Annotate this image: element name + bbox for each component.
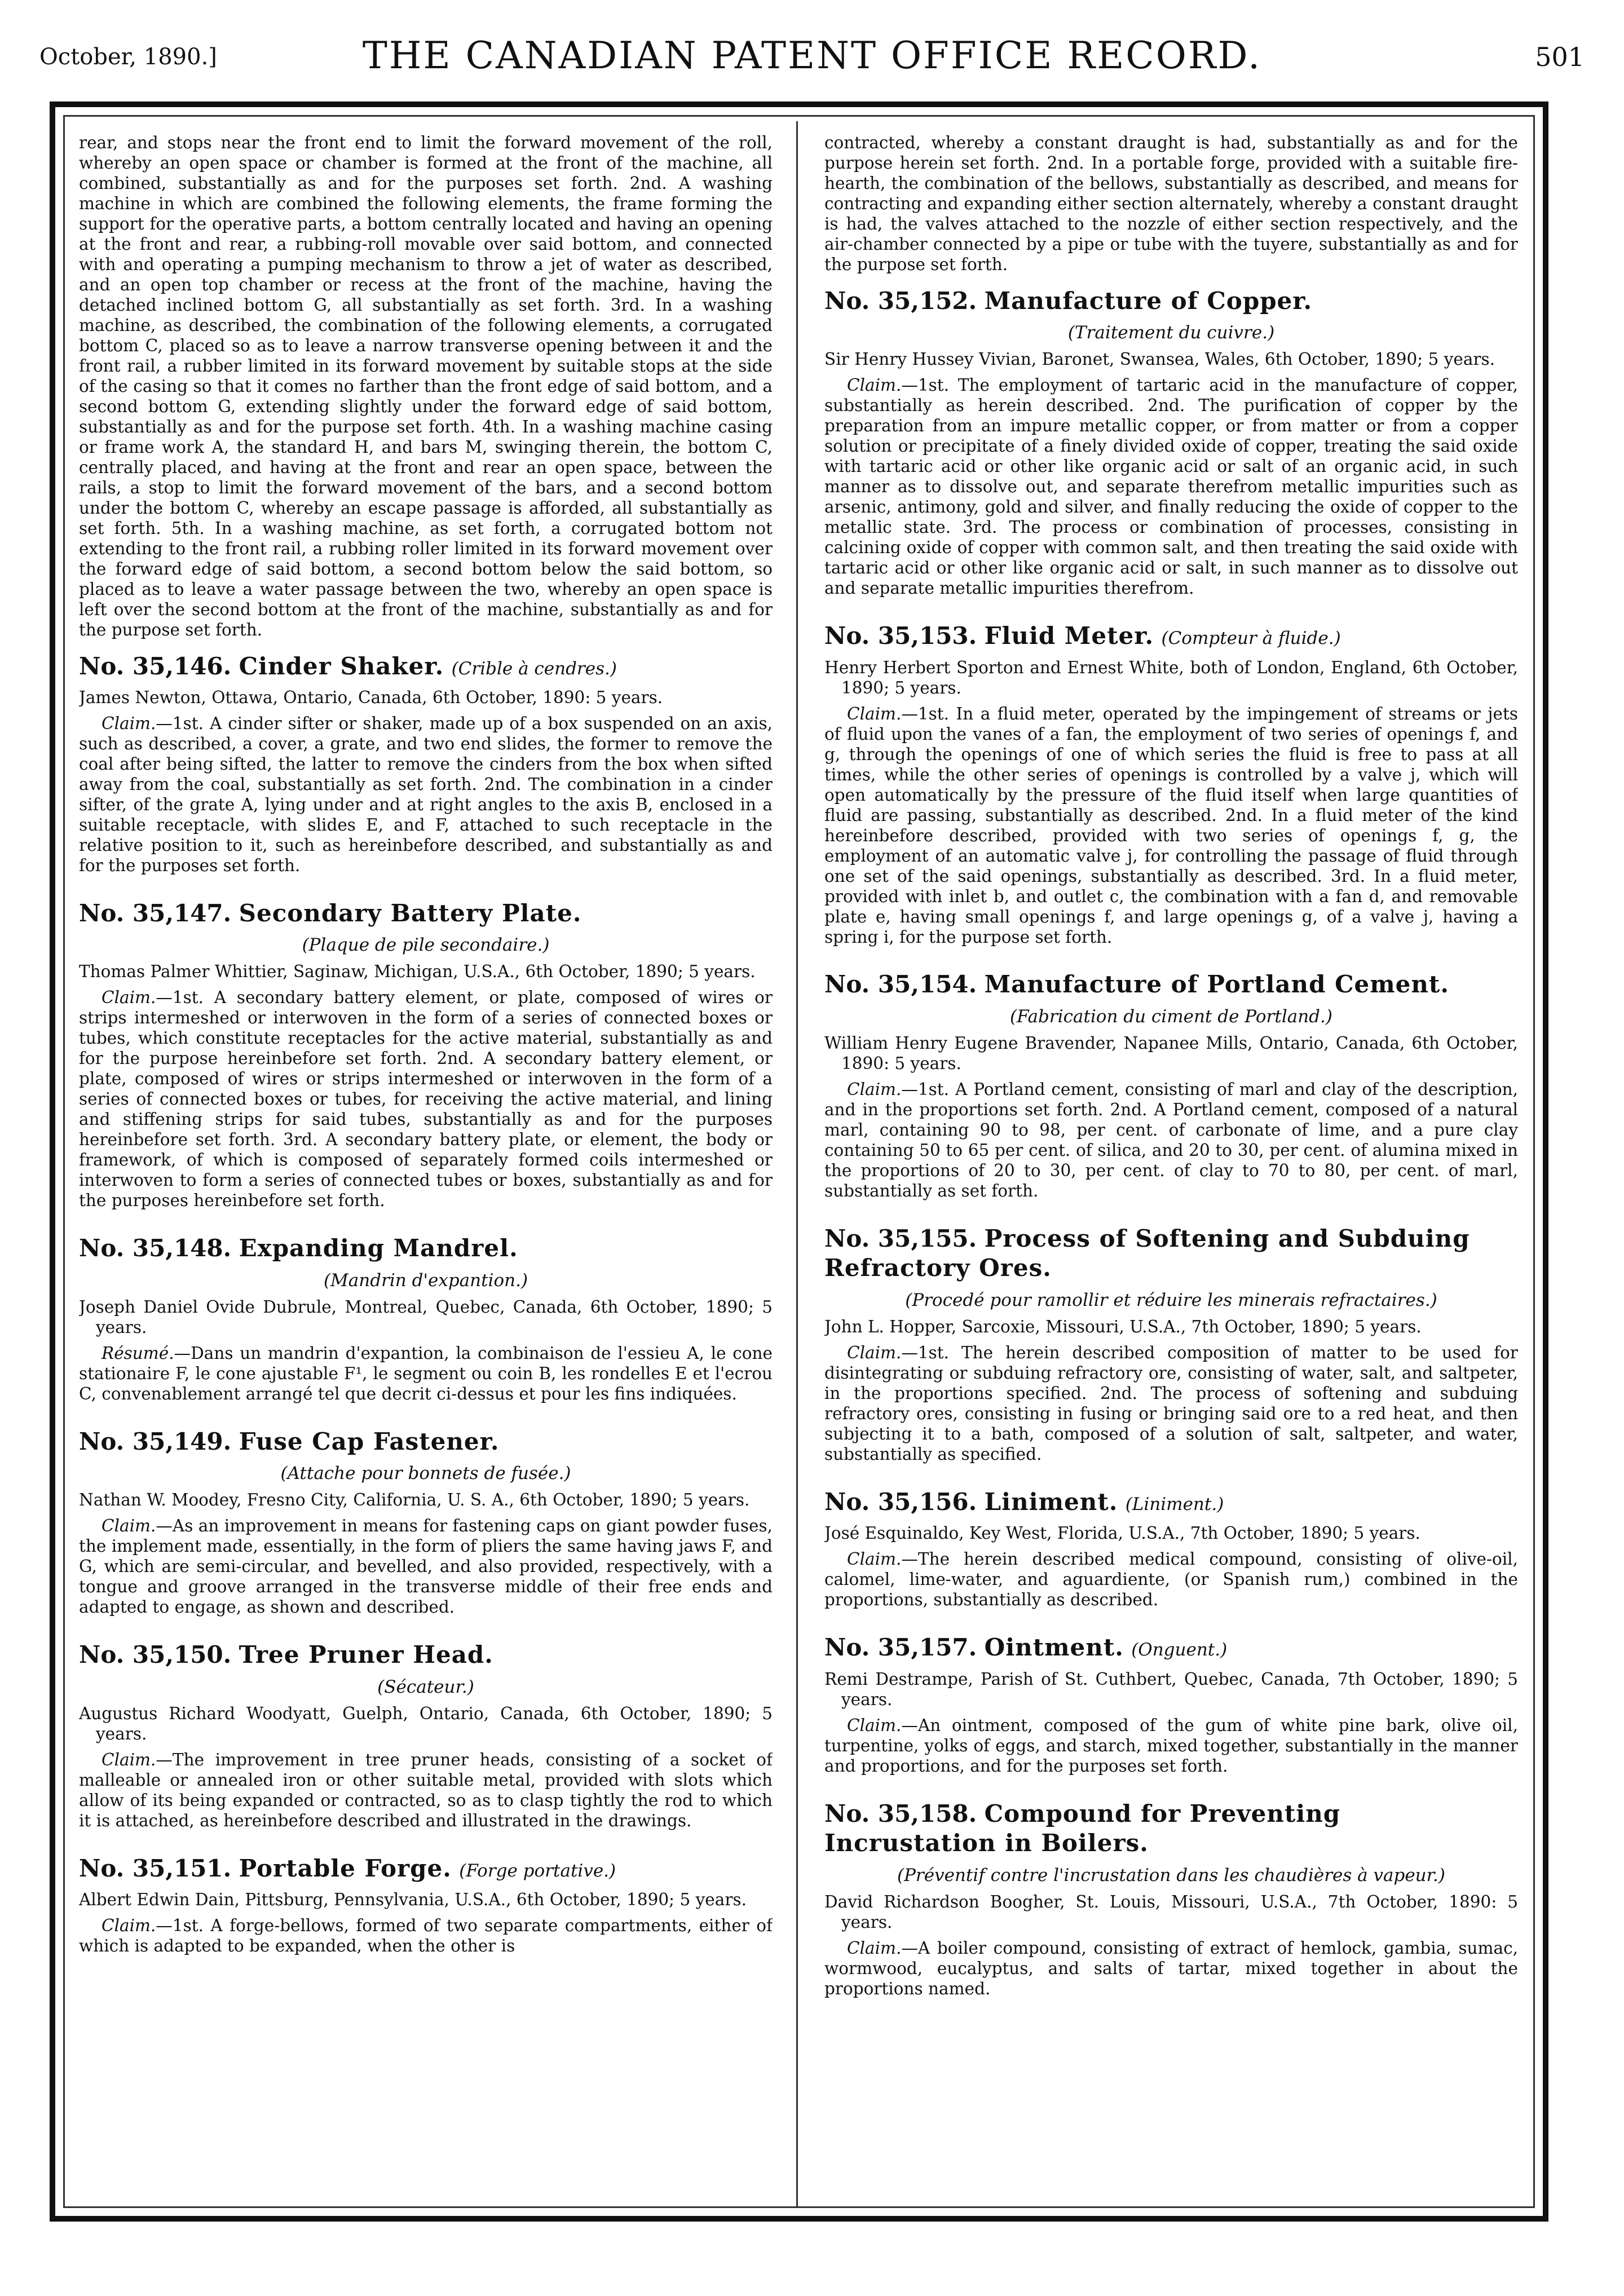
entry-heading [79,1854,773,1884]
claim-label: Claim. [847,1938,902,1958]
claim-label: Claim. [847,1715,902,1735]
french-title: (Traitement du cuivre.) [1067,323,1275,343]
claim-label: Claim. [847,1079,902,1099]
entry-heading [79,652,773,682]
claim-body: —1st. A forge-bellows, formed of two separate compartments, either of which is adapted to be expanded, when the other is [79,1916,773,1955]
patent-number: No. 35,146. [79,652,232,680]
patent-number: No. 35,147. [79,899,232,927]
page-number: 501 [1535,42,1585,72]
claim-text [824,1716,1518,1777]
entry-heading [824,1224,1518,1283]
claim-body: —1st. A cinder sifter or shaker, made up of a box suspended on an axis, such as described, a cover, a grate, and two end slides, the former to remove the coal after being sifted, the latter to remove the cinders from the box when sifted away from the coal, substantially as set forth. 2nd. The combination in a cinder sifter, of the grate A, lying under and at right angles to the axis B, enclosed in a suitable receptacle, with slides E, and F, attached to such receptacle in the relative position to it, such as hereinbefore described, and substantially as and for the purposes set forth. [79,714,773,875]
patent-entry [824,1799,1518,1999]
patent-title: Process of Softening and Subduing Refractory Ores. [824,1224,1470,1282]
claim-label: Claim. [102,1516,156,1536]
claim-label: Claim. [847,1549,902,1569]
entry-heading [824,1633,1518,1663]
patent-number: No. 35,157. [824,1633,977,1662]
claim-body: —1st. The employment of tartaric acid in the manufacture of copper, substantially as herein described. 2nd. The purification of copper by the preparation from an impure metallic copper, or from matter or from a copper solution or precipitate of a finely divided oxide of copper, treating the said oxide with tartaric acid or other like organic acid or salt of an organic acid, in such manner as to dissolve out, and separate therefrom metallic impurities such as arsenic, antimony, gold and silver, and finally reducing the oxide of copper to the metallic state. 3rd. The process or combination of processes, consisting in calcining oxide of copper with common salt, and then treating the said oxide with tartaric acid or other like organic acid or salt, in such manner as to dissolve out and separate metallic impurities therefrom. [824,376,1518,598]
left-column [79,133,773,2197]
journal-title: THE CANADIAN PATENT OFFICE RECORD. [362,34,1262,77]
entry-heading [79,1640,773,1670]
entry-heading [79,1427,773,1457]
patentee-line: David Richardson Boogher, St. Louis, Missouri, U.S.A., 7th October, 1890: 5 years. [824,1892,1518,1932]
claim-label: Claim. [847,1343,902,1362]
patentee-line: Thomas Palmer Whittier, Saginaw, Michigan, U.S.A., 6th October, 1890; 5 years. [79,962,756,982]
claim-label: Résumé. [102,1343,174,1363]
patent-title: Fuse Cap Fastener. [239,1427,500,1455]
claim-text [79,1344,773,1405]
right-entries [824,286,1518,1999]
patent-entry [824,970,1518,1201]
patentee-line: Henry Herbert Sporton and Ernest White, both of London, England, 6th October, 1890; 5 years. [824,657,1518,697]
french-title: (Procedé pour ramollir et réduire les minerais refractaires.) [905,1290,1437,1310]
right-column [824,133,1518,2197]
french-title: (Préventif contre l'incrustation dans les chaudières à vapeur.) [897,1865,1445,1886]
patentee-line: John L. Hopper, Sarcoxie, Missouri, U.S.A., 7th October, 1890; 5 years. [824,1317,1422,1336]
patent-title: Cinder Shaker. [239,652,444,680]
claim-text [824,1939,1518,1999]
patent-title: Fluid Meter. [984,622,1154,650]
french-title: (Onguent.) [1131,1640,1228,1661]
claim-label: Claim. [102,1750,156,1769]
patentee-line: Remi Destrampe, Parish of St. Cuthbert, Quebec, Canada, 7th October, 1890; 5 years. [824,1669,1518,1709]
claim-body: —An ointment, composed of the gum of white pine bark, olive oil, turpentine, yolks of eggs, and starch, mixed together, substantially in the manner and proportions, and for the purposes set forth. [824,1715,1518,1776]
patent-title: Liniment. [984,1487,1118,1516]
patent-number: No. 35,156. [824,1487,977,1516]
french-title: (Plaque de pile secondaire.) [302,935,550,956]
french-title: (Forge portative.) [459,1860,616,1881]
entry-heading [824,1487,1518,1517]
patent-number: No. 35,155. [824,1224,977,1252]
patent-title: Tree Pruner Head. [239,1641,493,1669]
patent-entry [824,621,1518,947]
patent-number: No. 35,151. [79,1854,232,1882]
entry-heading [824,286,1518,316]
patent-title: Ointment. [984,1633,1124,1662]
claim-body: —1st. The herein described composition of matter to be used for disintegrating or subduing refractory ore, consisting of water, salt, and saltpeter, in the proportions specified. 2nd. The process of softening and subduing refractory ores, consisting in fusing or bringing said ore to a red heat, and then subjecting it to a bath, composed of a solution of salt, saltpeter, and water, substantially as specified. [824,1343,1518,1464]
entry-heading [79,1234,773,1264]
claim-text [824,1080,1518,1202]
patentee-line: Nathan W. Moodey, Fresno City, California, U. S. A., 6th October, 1890; 5 years. [79,1490,750,1510]
claim-text [79,1516,773,1618]
patent-entry [79,1640,773,1831]
claim-body: —Dans un mandrin d'expantion, la combinaison de l'essieu A, le cone stationaire F, le cone ajustable F¹, le segment ou coin B, les rondelles E et l'ecrou C, convenablement arrangé tel que decrit ci-dessus et pour les fins indiquées. [79,1343,773,1403]
patentee-line: Sir Henry Hussey Vivian, Baronet, Swansea, Wales, 6th October, 1890; 5 years. [824,350,1495,369]
patent-entry [824,1224,1518,1465]
claim-body: —A boiler compound, consisting of extract of hemlock, gambia, sumac, wormwood, eucalyptus, and salts of tartar, mixed together in about the proportions named. [824,1938,1518,1998]
french-title: (Fabrication du ciment de Portland.) [1010,1006,1332,1027]
patent-entry [79,652,773,876]
claim-label: Claim. [102,1916,156,1935]
entry-heading [79,899,773,929]
french-title: (Liniment.) [1125,1494,1224,1515]
patentee-line: William Henry Eugene Bravender, Napanee Mills, Ontario, Canada, 6th October, 1890: 5 years. [824,1033,1518,1073]
claim-text [79,1750,773,1831]
patent-number: No. 35,148. [79,1234,232,1262]
claim-body: —The improvement in tree pruner heads, consisting of a socket of malleable or annealed iron or other suitable metal, provided with slots which allow of its being expanded or contracted, so as to clasp tightly the rod to which it is attached, as hereinbefore described and illustrated in the drawings. [79,1750,773,1830]
claim-text [824,704,1518,948]
french-title: (Crible à cendres.) [451,658,617,679]
patentee-line: Joseph Daniel Ovide Dubrule, Montreal, Quebec, Canada, 6th October, 1890; 5 years. [79,1297,773,1337]
french-title: (Attache pour bonnets de fusée.) [280,1463,571,1484]
patent-number: No. 35,149. [79,1427,232,1455]
claim-text [824,376,1518,599]
french-title: (Compteur à fluide.) [1161,628,1341,649]
claim-label: Claim. [102,714,156,734]
page-header [39,34,1585,96]
french-title: (Mandrin d'expantion.) [323,1270,528,1291]
patent-number: No. 35,158. [824,1799,977,1827]
claim-body: —1st. A secondary battery element, or plate, composed of wires or strips intermeshed or interwoven in the form of a series of connected boxes or tubes, which constitute receptacles for the active material, substantially as and for the purpose hereinbefore set forth. 2nd. A secondary battery element, or plate, composed of wires or strips intermeshed or interwoven in the form of a series of connected boxes or tubes, for receiving the active material, and lining and stiffening strips for said tubes, substantially as and for the purposes hereinbefore set forth. 3rd. A secondary battery plate, or element, the body or framework, of which is composed of separately formed coils intermeshed or interwoven to form a series of connected tubes or boxes, substantially as and for the purposes hereinbefore set forth. [79,988,773,1211]
entry-heading [824,970,1518,1000]
patentee-line: Augustus Richard Woodyatt, Guelph, Ontario, Canada, 6th October, 1890; 5 years. [79,1703,773,1743]
patent-entry [79,1854,773,1957]
claim-label: Claim. [847,704,902,723]
patent-entry [824,286,1518,599]
patent-entry [824,1487,1518,1610]
entry-heading [824,1799,1518,1858]
patentee-line: José Esquinaldo, Key West, Florida, U.S.A., 7th October, 1890; 5 years. [824,1524,1420,1543]
patent-title: Manufacture of Copper. [984,286,1313,315]
patent-title: Portable Forge. [239,1854,452,1882]
patent-title: Manufacture of Portland Cement. [984,970,1449,999]
patent-entry [79,1234,773,1404]
issue-date: October, 1890.] [39,44,217,70]
claim-label: Claim. [102,988,156,1008]
patent-entry [824,1633,1518,1776]
claim-text [824,1549,1518,1610]
patent-number: No. 35,152. [824,286,977,315]
patent-title: Expanding Mandrel. [239,1234,518,1262]
patent-number: No. 35,150. [79,1641,232,1669]
patent-entry [79,1427,773,1618]
claim-text [79,1916,773,1957]
claim-label: Claim. [847,376,902,395]
entry-heading [824,621,1518,651]
french-title: (Sécateur.) [377,1676,474,1697]
patent-number: No. 35,154. [824,970,977,999]
claim-text [79,714,773,876]
claim-body: —1st. A Portland cement, consisting of marl and clay of the description, and in the proportions set forth. 2nd. A Portland cement, composed of a natural marl, containing 90 to 98, per cent. of carbonate of lime, and a pure clay containing 50 to 65 per cent. of silica, and 20 to 30, per cent. of alumina mixed in the proportions of 20 to 30, per cent. of clay to 70 to 80, per cent. of marl, substantially as set forth. [824,1079,1518,1200]
left-entries [79,652,773,1957]
patent-number: No. 35,153. [824,622,977,650]
claim-body: —The herein described medical compound, consisting of olive-oil, calomel, lime-water, and aguardiente, (or Spanish rum,) combined in the proportions, substantially as described. [824,1549,1518,1610]
continuation-text: rear, and stops near the front end to limit the forward movement of the roll, whereby an open space or chamber is formed at the front of the machine, all combined, substantially as and for the purposes set forth. 2nd. A washing machine in which are combined the following elements, the frame forming the support for the operative parts, a bottom centrally located and having an opening at the front and rear, a rubbing-roll movable over said bottom, and connected with and operating a pumping mechanism to throw a jet of water as described, and an open top chamber or recess at the front of the machine, having the detached inclined bottom G, all substantially as set forth. 3rd. In a washing machine, as described, the combination of the following elements, a corrugated bottom C, placed so as to leave a narrow transverse opening between it and the front rail, a rubber limited in its forward movement by suitable stops at the side of the casing so that it comes no farther than the front edge of said bottom, and a second bottom G, extending slightly under the forward edge of said bottom, substantially as and for the purpose set forth. 4th. In a washing machine casing or frame work A, the standard H, and bars M, swinging therein, the bottom C, centrally placed, and having at the front and rear an open space, between the rails, a stop to limit the forward movement of the bars, and a second bottom under the bottom C, whereby an escape passage is afforded, all substantially as set forth. 5th. In a washing machine, as set forth, a corrugated bottom not extending to the front rail, a rubbing roller limited in its forward movement over the forward edge of said bottom, a second bottom below the said bottom, so placed as to leave a water passage between the two, whereby an open space is left over the second bottom at the front of the machine, substantially as and for the purpose set forth. [79,133,773,639]
continuation-text: contracted, whereby a constant draught is had, substantially as and for the purpose herein set forth. 2nd. In a portable forge, provided with a suitable fire-hearth, the combination of the bellows, substantially as described, and means for contracting and expanding either section alternately, whereby a constant draught is had, the valves attached to the nozzle of either section respectively, and the air-chamber connected by a pipe or tube with the tuyere, substantially as and for the purpose set forth. [824,133,1518,274]
claim-text [824,1343,1518,1465]
patentee-line: James Newton, Ottawa, Ontario, Canada, 6th October, 1890: 5 years. [79,688,663,708]
patentee-line: Albert Edwin Dain, Pittsburg, Pennsylvania, U.S.A., 6th October, 1890; 5 years. [79,1890,747,1910]
column-divider [796,121,798,2207]
claim-body: —As an improvement in means for fastening caps on giant powder fuses, the implement made, essentially, in the form of pliers the same having jaws F, and G, which are semi-circular, and bevelled, and also provided, respectively, with a tongue and groove arranged in the transverse middle of their free ends and adapted to engage, as shown and described. [79,1516,773,1617]
patent-title: Secondary Battery Plate. [239,899,582,927]
patent-entry [79,899,773,1211]
claim-body: —1st. In a fluid meter, operated by the impingement of streams or jets of fluid upon the vanes of a fan, the employment of two series of openings f, and g, through the openings of one of which series the fluid is free to pass at all times, while the other series of openings is controlled by a valve j, which will open automatically by the pressure of the fluid itself when large quantities of fluid are passing, substantially as described. 2nd. In a fluid meter of the kind hereinbefore described, provided with two series of openings f, g, the employment of an automatic valve j, for controlling the passage of fluid through one set of the said openings, substantially as described. 3rd. In a fluid meter, provided with inlet b, and outlet c, the combination with a fan d, and removable plate e, having small openings f, and large openings g, of a valve j, having a spring i, for the purpose set forth. [824,704,1518,947]
patent-title: Compound for Preventing Incrustation in Boilers. [824,1799,1341,1857]
claim-text [79,988,773,1211]
